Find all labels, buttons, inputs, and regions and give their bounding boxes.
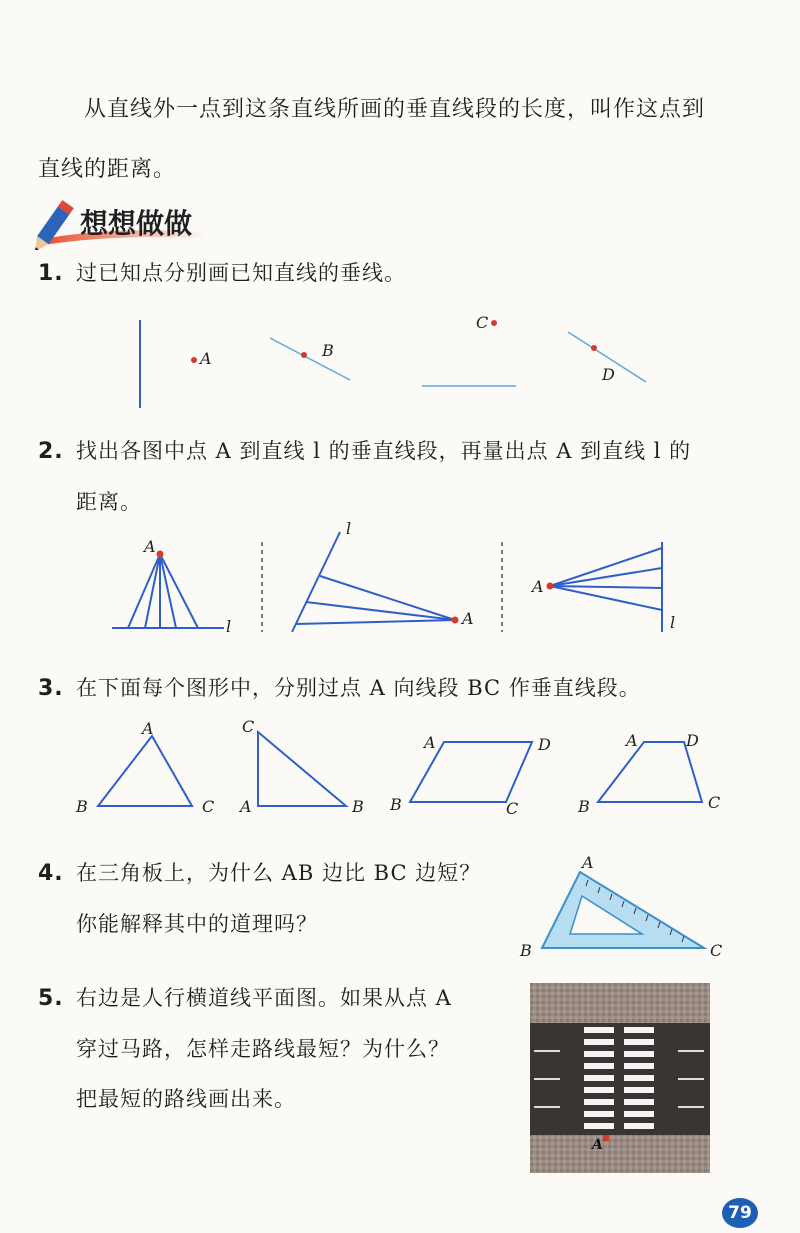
definition-line-1: 从直线外一点到这条直线所画的垂直线段的长度，叫作这点到 — [84, 97, 706, 122]
section-title: 想想做做 — [80, 207, 193, 240]
shape-trapezoid — [598, 742, 702, 802]
label-d: D — [602, 365, 615, 384]
label-a: A — [240, 797, 252, 816]
shape-triangle — [98, 736, 192, 806]
question-number: 5. — [38, 986, 64, 1011]
question-1 — [38, 248, 406, 299]
question-5 — [38, 973, 452, 1124]
label-c: C — [506, 799, 519, 818]
question-text-cont: 距离。 — [76, 490, 142, 514]
shape-right-triangle — [258, 732, 346, 806]
question-number: 3. — [38, 676, 64, 701]
label-b: B — [352, 797, 364, 816]
label-c: C — [476, 313, 489, 332]
point-d — [591, 345, 597, 351]
label-a: A — [144, 537, 156, 556]
question-4 — [38, 848, 481, 949]
label-d: D — [686, 731, 699, 750]
question-2 — [38, 426, 691, 527]
label-a: A — [200, 349, 212, 368]
label-l: l — [670, 613, 676, 632]
question-number: 1. — [38, 261, 64, 286]
label-a: A — [582, 856, 594, 872]
question-3 — [38, 663, 641, 714]
question-text-cont: 穿过马路，怎样走路线最短？为什么？ — [76, 1037, 450, 1061]
set-square — [542, 872, 704, 948]
label-a: A — [626, 731, 638, 750]
page-number: 79 — [722, 1198, 758, 1228]
label-b: B — [520, 941, 532, 960]
label-a: A — [424, 733, 436, 752]
label-l: l — [346, 520, 352, 538]
label-c: C — [708, 793, 721, 812]
point-a — [452, 617, 459, 624]
question-text-cont2: 把最短的路线画出来。 — [76, 1087, 296, 1111]
point-a — [547, 583, 554, 590]
definition-paragraph — [38, 80, 738, 200]
question-text-cont: 你能解释其中的道理吗？ — [76, 912, 318, 936]
label-l: l — [226, 617, 232, 636]
label-a: A — [532, 577, 544, 596]
label-b: B — [390, 795, 402, 814]
point-a — [191, 357, 197, 363]
question-text: 在三角板上，为什么 AB 边比 BC 边短？ — [76, 861, 482, 885]
label-b: B — [76, 797, 88, 816]
point-a — [603, 1135, 609, 1141]
label-b: B — [322, 341, 334, 360]
label-a: A — [592, 1137, 603, 1153]
slanted-line — [270, 338, 350, 380]
sidewalk-top — [530, 983, 710, 1023]
question-text: 过已知点分别画已知直线的垂线。 — [76, 261, 406, 285]
label-c: C — [202, 797, 215, 816]
crosswalk-figure — [530, 983, 710, 1173]
point-a — [157, 551, 164, 558]
label-a: A — [142, 719, 154, 738]
definition-line-2: 直线的距离。 — [38, 157, 177, 182]
question-number: 4. — [38, 861, 64, 886]
label-b: B — [578, 797, 590, 816]
sidewalk-bottom — [530, 1135, 710, 1173]
question-number: 2. — [38, 439, 64, 464]
q2-figure — [100, 520, 700, 638]
label-d: D — [538, 735, 551, 754]
question-text: 找出各图中点 A 到直线 l 的垂直线段，再量出点 A 到直线 l 的 — [76, 439, 692, 463]
label-a: A — [462, 609, 474, 628]
question-text: 在下面每个图形中，分别过点 A 向线段 BC 作垂直线段。 — [76, 676, 641, 700]
point-c — [491, 320, 497, 326]
label-c: C — [242, 717, 255, 736]
point-b — [301, 352, 307, 358]
q1-figure — [120, 310, 680, 420]
set-square-figure — [512, 856, 732, 962]
q3-figure — [60, 710, 740, 820]
question-text: 右边是人行横道线平面图。如果从点 A — [76, 986, 452, 1010]
label-c: C — [710, 941, 723, 960]
